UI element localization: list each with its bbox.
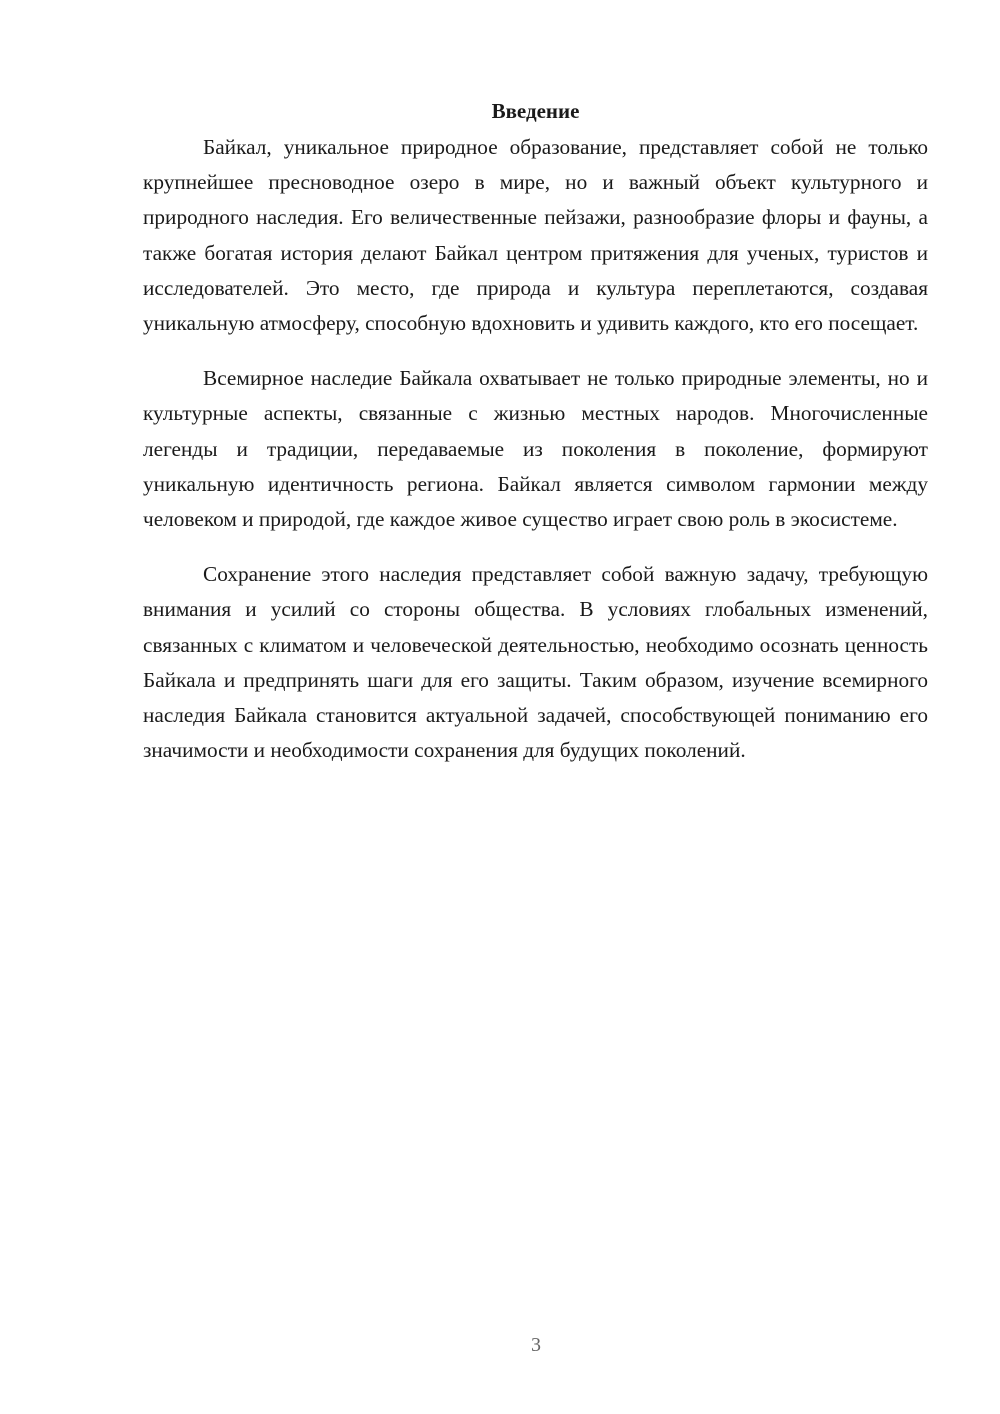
page-number: 3 — [531, 1334, 541, 1356]
paragraph-1: Байкал, уникальное природное образование, представляет собой не только крупнейшее пресноводное озеро в мире, но и важный объект культурного и природного наследия. Его величественные пейзажи, разнообразие флоры и фауны, а также богатая история делают Байкал центром притяжения для ученых, туристов и исследователей. Это место, где природа и культура переплетаются, создавая уникальную атмосферу, способную вдохновить и удивить каждого, кто его посещает. — [143, 135, 928, 336]
page-content — [143, 96, 928, 788]
paragraph-2: Всемирное наследие Байкала охватывает не только природные элементы, но и культурные аспекты, связанные с жизнью местных народов. Многочисленные легенды и традиции, передаваемые из поколения в поколение, формируют уникальную идентичность региона. Байкал является символом гармонии между человеком и природой, где каждое живое существо играет свою роль в экосистеме. — [143, 366, 928, 532]
section-heading: Введение — [491, 99, 580, 123]
paragraph-3: Сохранение этого наследия представляет собой важную задачу, требующую внимания и усилий со стороны общества. В условиях глобальных изменений, связанных с климатом и человеческой деятельностью, необходимо осознать ценность Байкала и предпринять шаги для его защиты. Таким образом, изучение всемирного наследия Байкала становится актуальной задачей, способствующей пониманию его значимости и необходимости сохранения для будущих поколений. — [143, 562, 928, 763]
